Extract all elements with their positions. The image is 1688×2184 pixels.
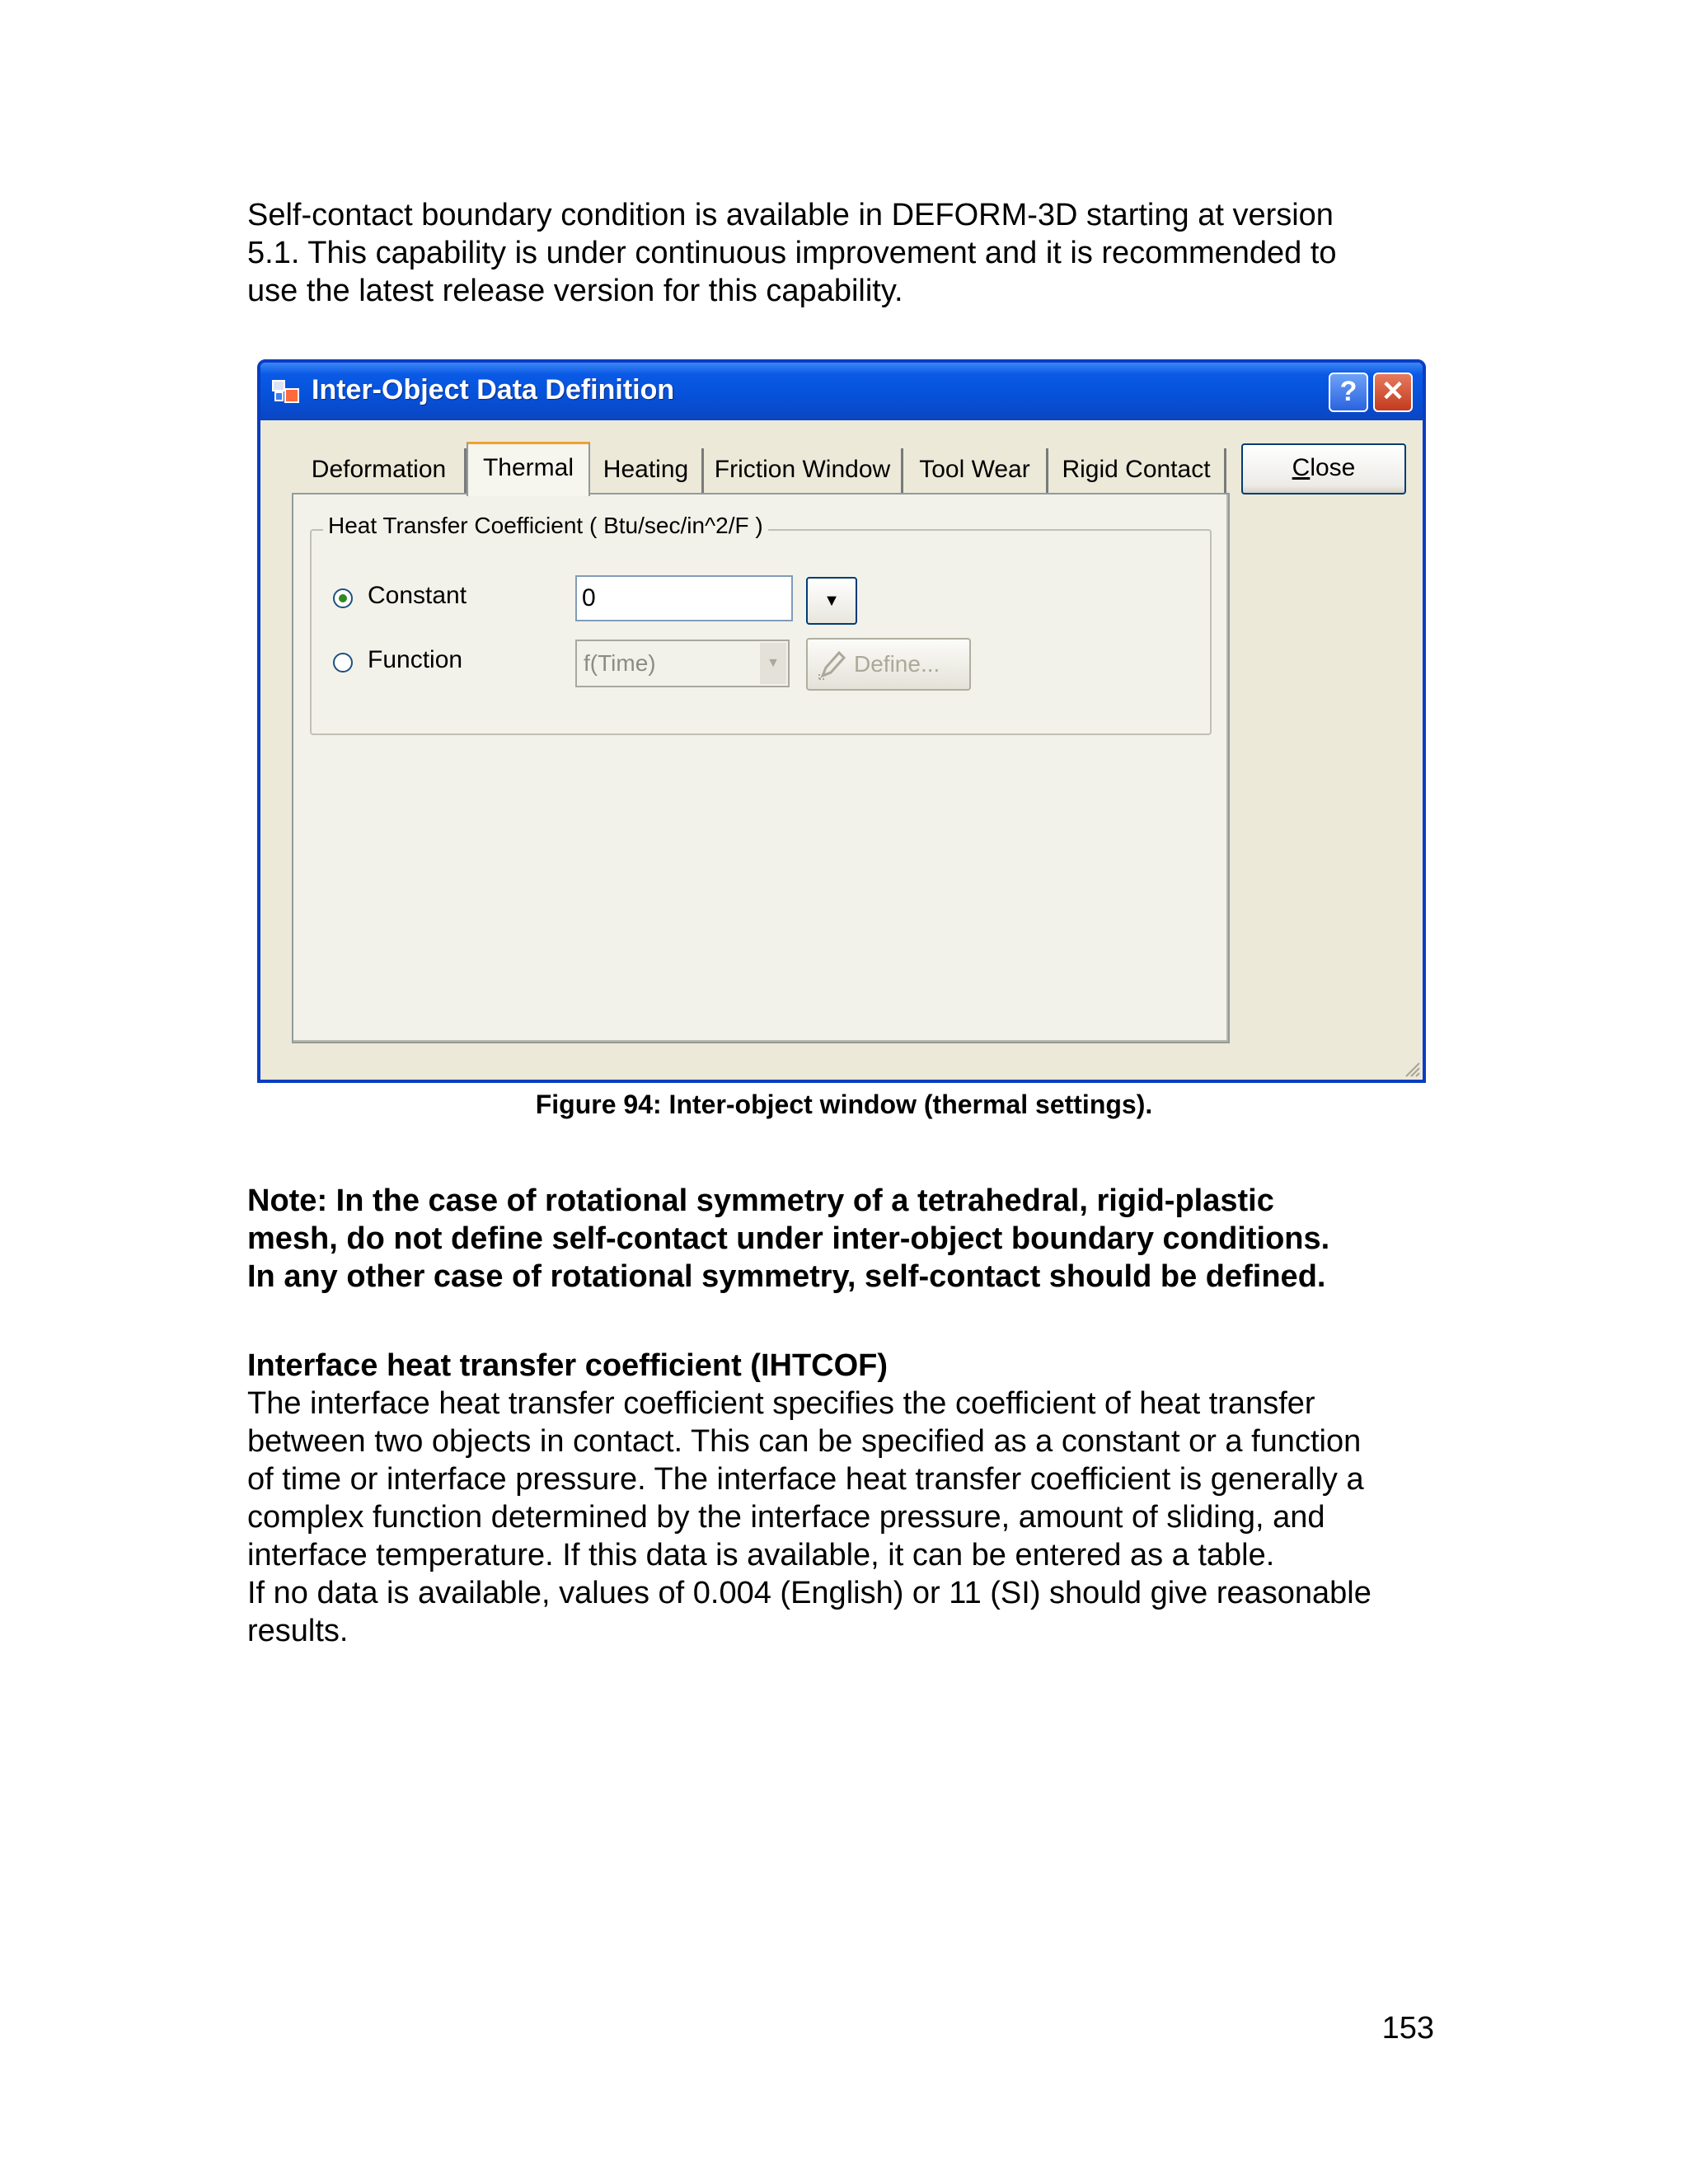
section-line: of time or interface pressure. The interface heat transfer coefficient is generally a [247, 1462, 1364, 1497]
section-line: The interface heat transfer coefficient specifies the coefficient of heat transfer [247, 1386, 1315, 1421]
function-radio[interactable] [333, 653, 353, 673]
tab-label: Rigid Contact [1062, 456, 1211, 483]
function-combo-value: f(Time) [584, 650, 656, 676]
resize-grip-icon[interactable] [1401, 1058, 1421, 1078]
note-line: mesh, do not define self-contact under inter-object boundary conditions. [247, 1221, 1330, 1256]
tab-rigid-contact[interactable] [1048, 448, 1226, 494]
ihtcof-section [247, 1347, 1451, 1650]
section-line: interface temperature. If this data is available, it can be entered as a table. [247, 1538, 1275, 1572]
units-dropdown-button[interactable]: ▼ [806, 577, 857, 625]
note-line: In any other case of rotational symmetry, self-contact should be defined. [247, 1259, 1326, 1294]
tab-heating[interactable] [590, 448, 704, 494]
app-icon [272, 379, 300, 404]
dialog-titlebar[interactable] [260, 363, 1423, 420]
intro-line: Self-contact boundary condition is available in DEFORM-3D starting at version [247, 198, 1334, 232]
close-label-rest: lose [1310, 454, 1356, 481]
section-heading: Interface heat transfer coefficient (IHTCOF) [247, 1348, 889, 1383]
heat-transfer-groupbox [310, 513, 1212, 735]
inter-object-dialog [257, 359, 1426, 1083]
tab-label: Deformation [311, 456, 447, 483]
tab-friction-window[interactable] [704, 448, 903, 494]
intro-paragraph [247, 196, 1451, 310]
help-button[interactable]: ? [1329, 373, 1368, 412]
tab-label: Thermal [482, 454, 574, 481]
tab-label: Heating [603, 456, 689, 483]
page-number: 153 [1381, 2011, 1434, 2046]
dialog-title: Inter-Object Data Definition [312, 374, 675, 405]
intro-line: use the latest release version for this capability. [247, 274, 903, 308]
constant-label: Constant [368, 582, 467, 609]
function-combo[interactable] [575, 640, 790, 687]
function-label: Function [368, 646, 463, 673]
groupbox-label: Heat Transfer Coefficient ( Btu/sec/in^2/F ) [323, 513, 768, 539]
window-close-button[interactable]: ✕ [1373, 373, 1413, 412]
figure-caption: Figure 94: Inter-object window (thermal settings). [535, 1090, 1153, 1119]
constant-radio[interactable] [333, 588, 353, 608]
constant-value-input[interactable]: 0 [575, 575, 793, 621]
tab-label: Friction Window [714, 456, 891, 483]
note-line: Note: In the case of rotational symmetry of a tetrahedral, rigid-plastic [247, 1183, 1274, 1218]
intro-line: 5.1. This capability is under continuous improvement and it is recommended to [247, 236, 1337, 270]
section-line: between two objects in contact. This can be specified as a constant or a function [247, 1424, 1362, 1459]
thermal-tab-panel [292, 493, 1230, 1043]
close-mnemonic: C [1292, 454, 1311, 481]
tab-thermal[interactable] [467, 442, 590, 496]
note-paragraph [247, 1182, 1451, 1296]
section-line: complex function determined by the interface pressure, amount of sliding, and [247, 1500, 1325, 1535]
tab-tool-wear[interactable] [903, 448, 1048, 494]
define-button[interactable] [806, 638, 971, 691]
chevron-down-icon: ▼ [760, 643, 786, 684]
section-line: If no data is available, values of 0.004 (English) or 11 (SI) should give reasonable [247, 1576, 1372, 1610]
pencil-icon [816, 648, 849, 681]
define-label: Define... [854, 651, 940, 677]
section-line: results. [247, 1614, 349, 1648]
tab-label: Tool Wear [919, 456, 1030, 483]
tab-deformation[interactable] [293, 448, 467, 494]
close-button[interactable] [1241, 443, 1406, 494]
